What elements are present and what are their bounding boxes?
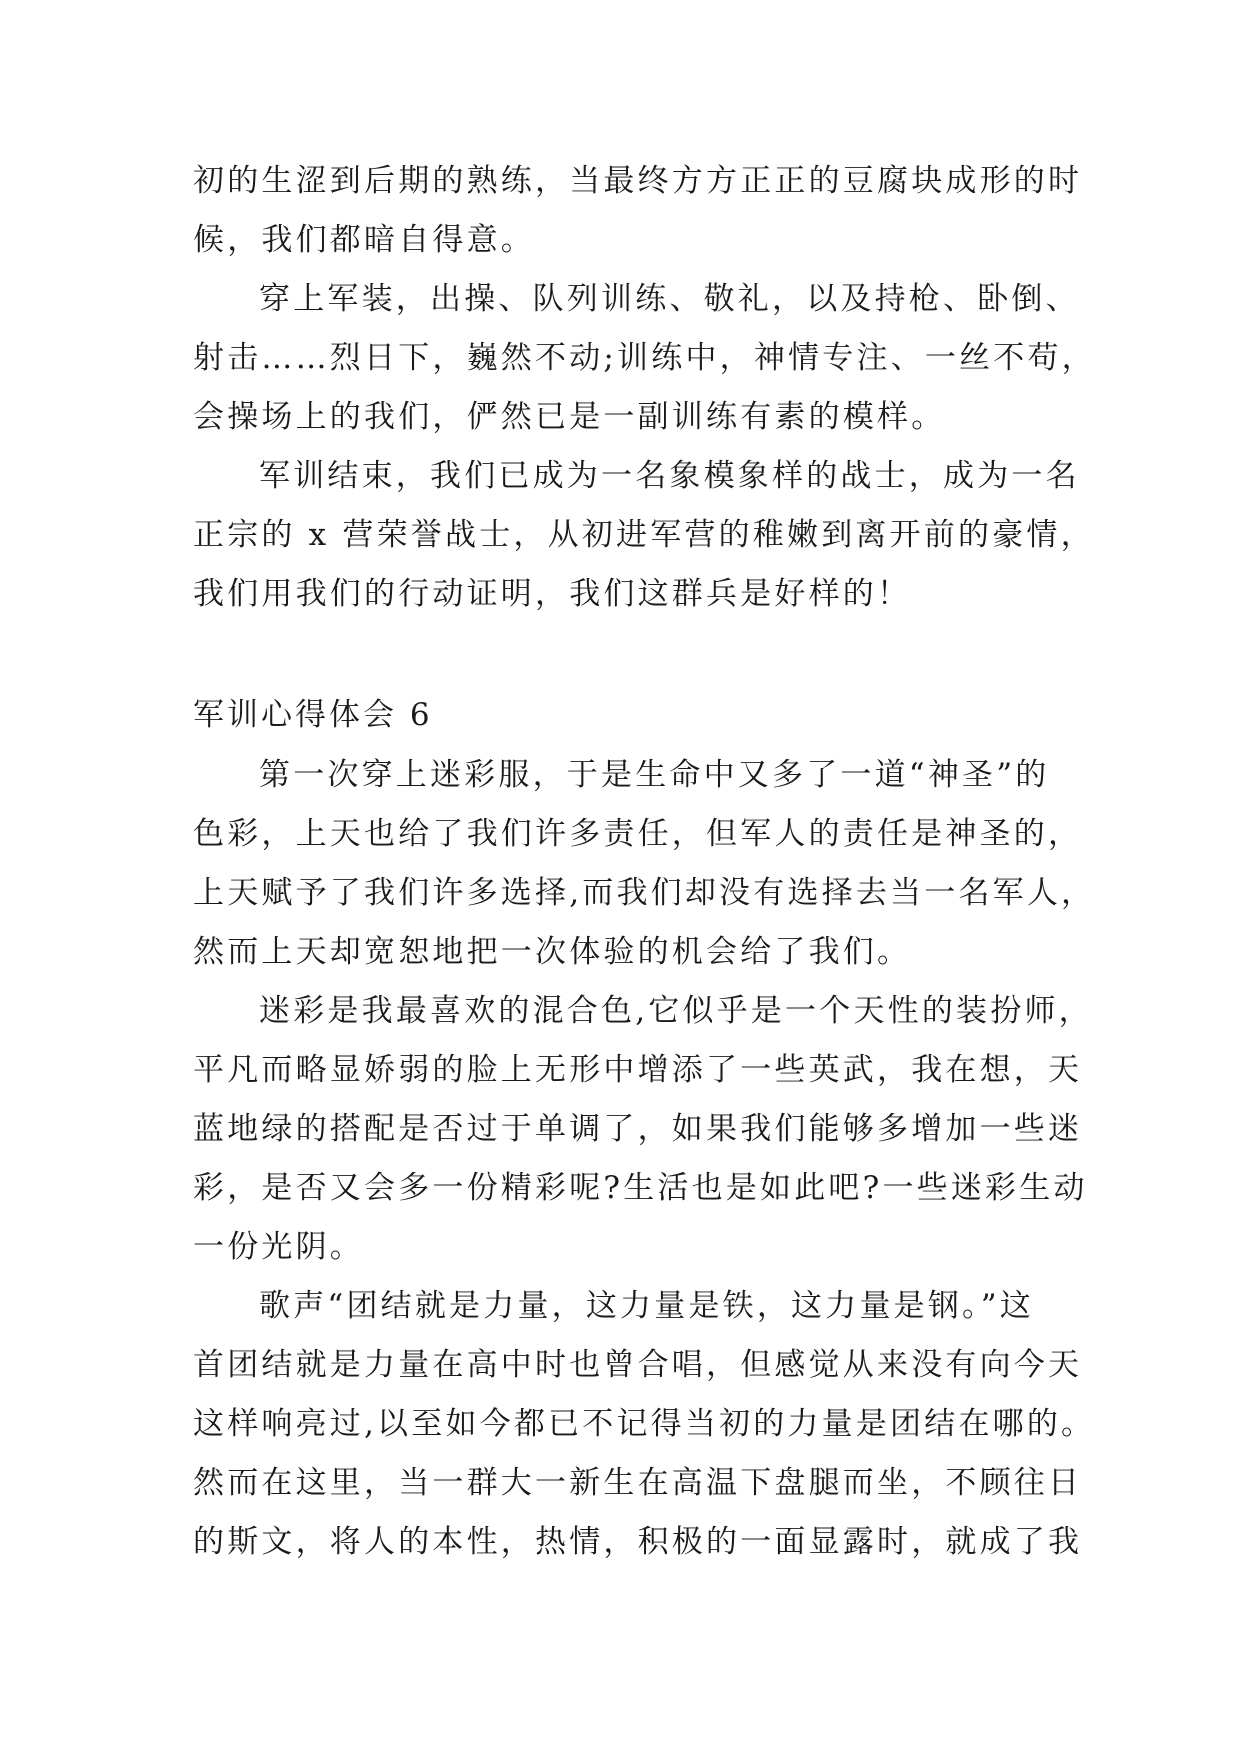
text-line: 彩，是否又会多一份精彩呢?生活也是如此吧?一些迷彩生动 xyxy=(193,1170,1088,1206)
paragraph-start-line: 歌声“团结就是力量，这力量是铁，这力量是钢。”这 xyxy=(259,1288,1034,1324)
text-line: 我们用我们的行动证明，我们这群兵是好样的！ xyxy=(193,576,912,612)
text-line: 正宗的 x 营荣誉战士，从初进军营的稚嫩到离开前的豪情， xyxy=(193,517,1095,553)
body-text-section-2 xyxy=(193,746,1096,1572)
text-line: 的斯文，将人的本性，热情，积极的一面显露时，就成了我 xyxy=(193,1524,1083,1560)
paragraph-start-line: 第一次穿上迷彩服，于是生命中又多了一道“神圣”的 xyxy=(259,757,1050,793)
paragraph-start-line: 迷彩是我最喜欢的混合色,它似乎是一个天性的装扮师， xyxy=(259,993,1093,1029)
text-line: 射击……烈日下，巍然不动;训练中，神情专注、一丝不苟， xyxy=(193,340,1096,376)
text-line: 然而在这里，当一群大一新生在高温下盘腿而坐，不顾往日 xyxy=(193,1465,1083,1501)
paragraph-start-line: 军训结束，我们已成为一名象模象样的战士，成为一名 xyxy=(259,458,1080,494)
text-line: 候，我们都暗自得意。 xyxy=(193,222,535,258)
text-line: 平凡而略显娇弱的脸上无形中增添了一些英武，我在想，天 xyxy=(193,1052,1083,1088)
text-line: 蓝地绿的搭配是否过于单调了，如果我们能够多增加一些迷 xyxy=(193,1111,1083,1147)
text-line: 会操场上的我们，俨然已是一副训练有素的模样。 xyxy=(193,399,946,435)
section-heading: 军训心得体会 6 xyxy=(193,697,433,733)
text-line: 一份光阴。 xyxy=(193,1229,364,1265)
body-text-section-1 xyxy=(193,152,1096,624)
text-line: 色彩，上天也给了我们许多责任，但军人的责任是神圣的， xyxy=(193,816,1083,852)
text-line: 初的生涩到后期的熟练，当最终方方正正的豆腐块成形的时 xyxy=(193,163,1083,199)
text-line: 上天赋予了我们许多选择,而我们却没有选择去当一名军人， xyxy=(193,875,1096,911)
text-line: 首团结就是力量在高中时也曾合唱，但感觉从来没有向今天 xyxy=(193,1347,1083,1383)
paragraph-start-line: 穿上军装，出操、队列训练、敬礼，以及持枪、卧倒、 xyxy=(259,281,1080,317)
text-line: 这样响亮过,以至如今都已不记得当初的力量是团结在哪的。 xyxy=(193,1406,1096,1442)
text-line: 然而上天却宽恕地把一次体验的机会给了我们。 xyxy=(193,934,912,970)
